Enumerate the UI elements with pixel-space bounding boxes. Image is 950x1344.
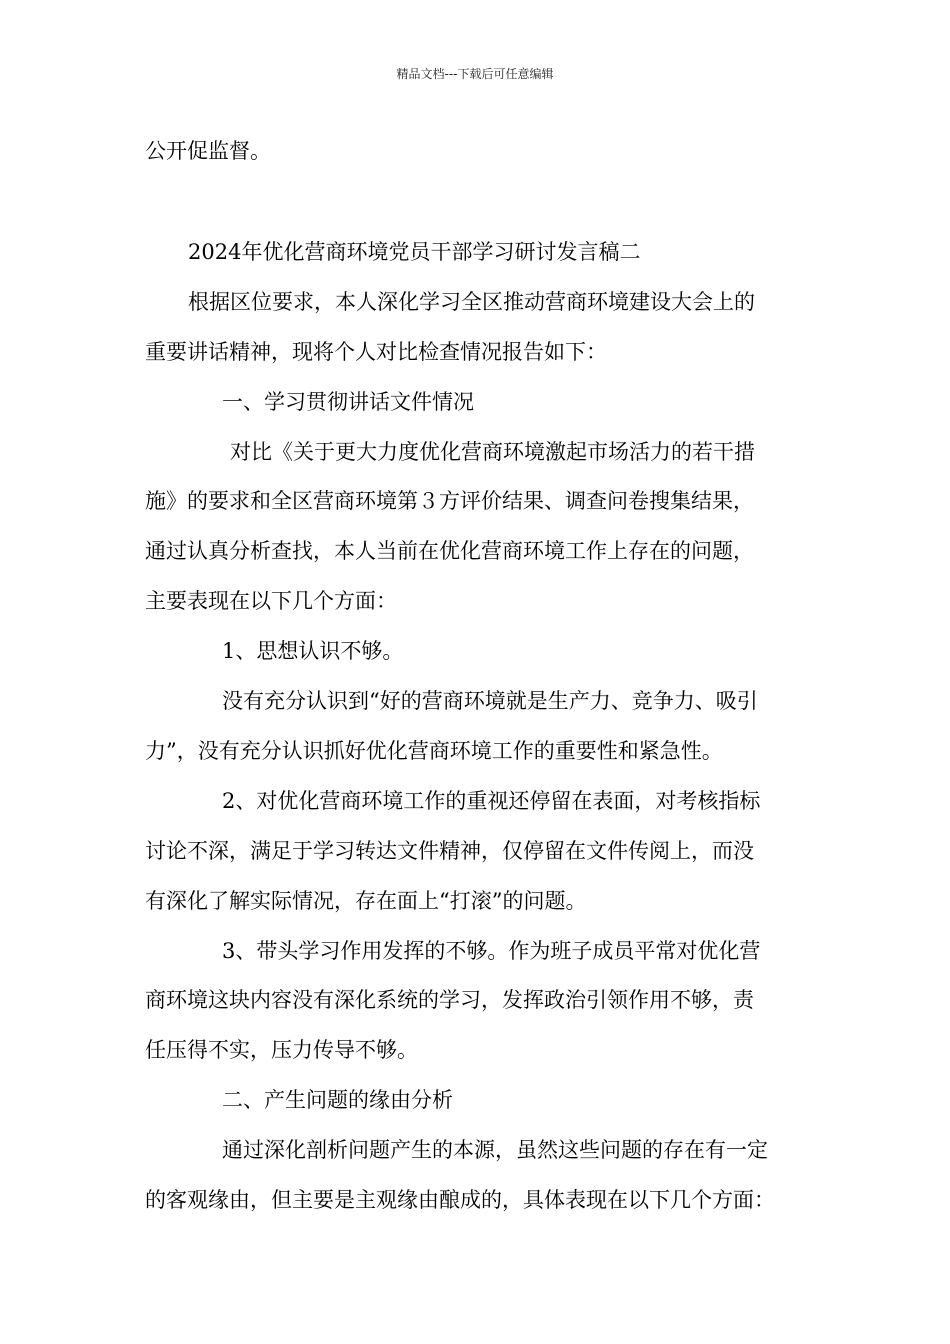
text-line: 商环境这块内容没有深化系统的学习，发挥政治引领作用不够，责 xyxy=(145,988,754,1012)
text-line: 任压得不实，压力传导不够。 xyxy=(145,1038,418,1062)
text-line: 重要讲话精神，现将个人对比检查情况报告如下： xyxy=(145,340,607,364)
section-heading: 一、学习贯彻讲话文件情况 xyxy=(222,390,474,414)
text-line: 根据区位要求，本人深化学习全区推动营商环境建设大会上的 xyxy=(188,290,755,314)
text-line: 2、对优化营商环境工作的重视还停留在表面，对考核指标 xyxy=(222,789,761,813)
text-line: 主要表现在以下几个方面： xyxy=(145,589,397,613)
text-line: 公开促监督。 xyxy=(145,139,271,163)
page-header: 精品文档---下载后可任意编辑 xyxy=(396,67,554,81)
text-line: 对比《关于更大力度优化营商环境激起市场活力的若干措 xyxy=(230,440,755,464)
text-line: 3、带头学习作用发挥的不够。作为班子成员平常对优化营 xyxy=(222,939,761,963)
text-line: 讨论不深，满足于学习转达文件精神，仅停留在文件传阅上，而没 xyxy=(145,839,754,863)
section-heading: 二、产生问题的缘由分析 xyxy=(222,1088,453,1112)
text-line: 通过认真分析查找，本人当前在优化营商环境工作上存在的问题， xyxy=(145,539,754,563)
text-line: 通过深化剖析问题产生的本源，虽然这些问题的存在有一定 xyxy=(222,1138,768,1162)
document-title: 2024年优化营商环境党员干部学习研讨发言稿二 xyxy=(188,240,641,264)
subsection-heading: 1、思想认识不够。 xyxy=(222,639,404,663)
text-line: 力”，没有充分认识抓好优化营商环境工作的重要性和紧急性。 xyxy=(145,739,723,763)
text-line: 没有充分认识到“好的营商环境就是生产力、竞争力、吸引 xyxy=(222,689,758,713)
text-line: 有深化了解实际情况，存在面上“打滚”的问题。 xyxy=(145,889,587,913)
text-line: 施》的要求和全区营商环境第３方评价结果、调查问卷搜集结果， xyxy=(145,489,754,513)
text-line: 的客观缘由，但主要是主观缘由酿成的，具体表现在以下几个方面： xyxy=(145,1188,775,1212)
